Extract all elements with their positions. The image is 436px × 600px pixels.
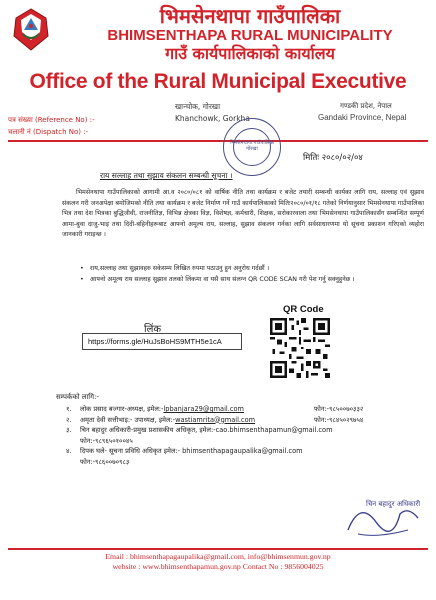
contact-email-label: इमेल:-	[158, 415, 176, 424]
footer-divider	[8, 548, 428, 550]
contacts-list	[56, 404, 426, 467]
contact-number: २.	[66, 415, 72, 424]
office-stamp-text: भिमसेनथापा गाउँपालिका गोरखा	[229, 140, 275, 152]
contact-number: १.	[66, 405, 72, 413]
contact-email[interactable]: wastiamrita@gmail.com	[175, 415, 256, 424]
link-label: लिंक	[144, 324, 162, 335]
contact-row	[56, 457, 426, 468]
notice-bullet-list	[80, 264, 424, 285]
contacts-heading: सम्पर्कको लागि:-	[56, 393, 99, 401]
contact-row	[56, 436, 426, 447]
footer-contact	[8, 552, 428, 572]
bullet-item: • राय,सल्लाह तथा सुझावहरु सकेसम्म लिखित रुपमा पठाउनु हुन अनुरोध गर्दछौं ।	[80, 264, 424, 275]
contact-text	[80, 415, 255, 426]
contact-name: दिपक घले- सूचना प्रविधि अधिकृत इमेल:-	[80, 447, 183, 455]
dispatch-number-field	[8, 128, 88, 137]
reference-number-field	[8, 116, 95, 125]
qr-code-icon[interactable]	[270, 318, 330, 378]
footer-website-line: website : www.bhimsenthapamun.gov.np Contact No : 9856004025	[112, 562, 324, 571]
contact-email[interactable]: cao.bhimsenthapamun@gmail.com	[215, 426, 333, 434]
contact-phone: फोन:-९८६००७०९८३	[80, 457, 130, 466]
contact-text	[80, 446, 303, 457]
notice-subject: राय सल्लाह तथा सुझाव संकलन सम्बन्धी सूचना ।	[100, 171, 233, 180]
municipality-name-np: भिमसेनथापा गाउँपालिका	[159, 4, 341, 28]
header-divider	[8, 140, 428, 142]
contact-row	[56, 415, 426, 426]
office-name-en: Office of the Rural Municipal Executive	[29, 70, 407, 93]
document-date: मितिः २०८०/०२/०४	[303, 153, 363, 163]
contact-number: ३.	[66, 426, 72, 434]
contact-email[interactable]: bhimsenthapagaupalika@gmail.com	[182, 447, 303, 455]
contact-phone: फोन:-९८९६५०१००४५	[80, 436, 133, 445]
signature-text: चिन बहादुर अधिकारी	[366, 500, 421, 508]
contact-name: लोक प्रसाद बज्गार-अध्यक्ष,	[80, 405, 148, 413]
contact-text	[80, 404, 244, 415]
bullet-item: • आफ्नो अमूल्य राय सल्लाह सुझाव तलको लिंकमा वा यसै साथ संलग्न QR CODE SCAN गरी पेश गर्नु सक्नुहुनेछ ।	[80, 275, 424, 286]
contact-text	[80, 425, 333, 436]
reference-label: पत्र संख्या (Reference No) :-	[8, 116, 95, 124]
contact-row	[56, 425, 426, 436]
location-np: खान्चोक, गोरखा	[175, 102, 221, 111]
dispatch-label: चलानी नं (Dispatch No) :-	[8, 128, 89, 136]
office-name-np: गाउँ कार्यपालिकाको कार्यालय	[165, 44, 335, 63]
province-en: Gandaki Province, Nepal	[318, 113, 407, 122]
footer-email-line: Email : bhimsenthapagaupalika@gmail.com, info@bhimsenmun.gov.np	[105, 552, 331, 561]
contact-name: चिन बहादुर अधिकारी-प्रमुख प्रशासकीय अधिकृत,	[80, 426, 200, 434]
signature-stamp-icon	[338, 492, 428, 542]
contact-phone: फोन:-९८४५०२९७५४	[314, 415, 364, 424]
municipality-name-en: BHIMSENTHAPA RURAL MUNICIPALITY	[107, 27, 393, 44]
contact-email-label: इमेल:-	[147, 405, 164, 413]
contact-number: ४.	[66, 447, 72, 455]
contact-row	[56, 404, 426, 415]
location-en: Khanchowk, Gorkha	[175, 114, 250, 123]
contact-phone: फोन:-९८५००७०३३२	[314, 405, 364, 413]
nepal-emblem-icon	[6, 6, 56, 54]
contact-email-label: इमेल:-	[199, 426, 216, 434]
qr-code-label: QR Code	[283, 304, 324, 315]
contact-name: अमृता देवी सत्तीभाइ:- उपाध्यक्ष,	[80, 415, 159, 424]
notice-body-paragraph: भिमसेनथापा गाउँपालिकाको आगामी आ.व २०८०/०८१ को वार्षिक नीति तथा कार्यक्रम र बजेट तयारी सम्बन्धी कार्यका लागि राय, सल्लाह एवं सुझाव संकलन गरी जनअपेक्षा बमोजिमको नीति तथा कार्यक्रम र बजेट निर्माण गर्ने गाउँ कार्यपालिकाको मितिः२०८०/०१/१८ गतेको निर्णयानुसार भिमसेनथापा गाउँपालिका भित्र तथा देश भित्रका बुद्धिजीवी, राजनीतिज्ञ, विभिन्न क्षेत्रका विज्ञ, विशेषज्ञ, कर्मचारी, शिक्षक, सरोकारवाला तथा भिमसेनथापा गाउँपालिकासँग सम्बन्धित सम्पूर्ण आमा-बुवा दाजु-भाइ तथा दिदी-बहिनीहरूबाट आफ्नो अमूल्य राय, सल्लाह, सुझाव संकलन गर्नका लागि सर्वसाधारणमा यो सूचना प्रकाशन गरिएको व्यहोरा जानकारी गराइन्छ ।	[62, 189, 424, 239]
form-link[interactable]: https://forms.gle/HuJsBoHS9MTH5e1cA	[82, 333, 242, 350]
contact-row	[56, 446, 426, 457]
contact-email[interactable]: lpbanjara29@gmail.com	[163, 405, 244, 413]
province-np: गण्डकी प्रदेश, नेपाल	[340, 102, 392, 110]
